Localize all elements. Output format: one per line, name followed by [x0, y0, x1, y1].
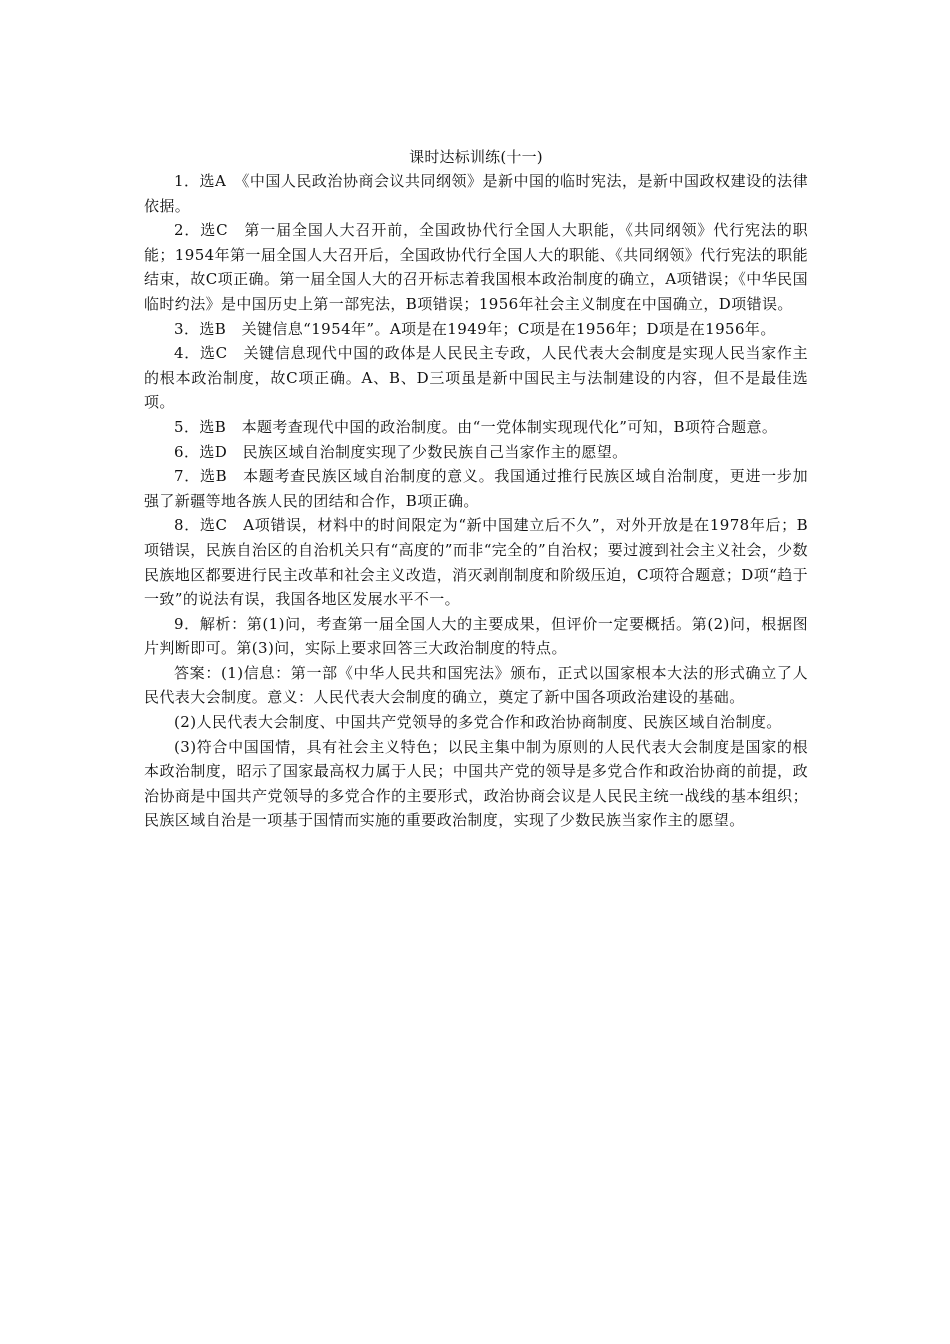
answer-4: 4．选C 关键信息现代中国的政体是人民民主专政，人民代表大会制度是实现人民当家作主的根本政治制度，故C项正确。A、B、D三项虽是新中国民主与法制建设的内容，但不是最佳选项。 [144, 344, 808, 412]
document-title: 课时达标训练(十一) [409, 148, 543, 166]
answer-1: 1．选A 《中国人民政治协商会议共同纲领》是新中国的临时宪法，是新中国政权建设的法律依据。 [144, 172, 808, 215]
answer-9-analysis: 9．解析：第(1)问，考查第一届全国人大的主要成果，但评价一定要概括。第(2)问，根据图片判断即可。第(3)问，实际上要求回答三大政治制度的特点。 [144, 614, 808, 658]
answer-8: 8．选C A项错误，材料中的时间限定为“新中国建立后不久”，对外开放是在1978年后；B项错误，民族自治区的自治机关只有“高度的”而非“完全的”自治权；要过渡到社会主义社会，少数民族地区都要进行民主改革和社会主义改造，消灭剥削制度和阶级压迫，C项符合题意；D项“趋于一致”的说法有误，我国各地区发展水平不一。 [144, 516, 808, 609]
document-page [144, 146, 808, 833]
answer-9-part-3: (3)符合中国国情，具有社会主义特色；以民主集中制为原则的人民代表大会制度是国家的根本政治制度，昭示了国家最高权力属于人民；中国共产党的领导是多党合作和政治协商的前提，政治协商是中国共产党领导的多党合作的主要形式，政治协商会议是人民民主统一战线的基本组织；民族区域自治是一项基于国情而实施的重要政治制度，实现了少数民族当家作主的愿望。 [144, 737, 808, 830]
answer-3: 3．选B 关键信息“1954年”。A项是在1949年；C项是在1956年；D项是在1956年。 [174, 319, 776, 338]
answer-9-part-1: 答案：(1)信息：第一部《中华人民共和国宪法》颁布，正式以国家根本大法的形式确立了人民代表大会制度。意义：人民代表大会制度的确立，奠定了新中国各项政治建设的基础。 [144, 663, 808, 707]
answer-2: 2．选C 第一届全国人大召开前，全国政协代行全国人大职能，《共同纲领》代行宪法的职能；1954年第一届全国人大召开后，全国政协代行全国人大的职能、《共同纲领》代行宪法的职能结束，故C项正确。第一届全国人大的召开标志着我国根本政治制度的确立，A项错误；《中华民国临时约法》是中国历史上第一部宪法，B项错误；1956年社会主义制度在中国确立，D项错误。 [144, 221, 808, 313]
answer-7: 7．选B 本题考查民族区域自治制度的意义。我国通过推行民族区域自治制度，更进一步加强了新疆等地各族人民的团结和合作，B项正确。 [144, 467, 808, 510]
answer-5: 5．选B 本题考查现代中国的政治制度。由“一党体制实现现代化”可知，B项符合题意。 [174, 417, 778, 436]
answer-6: 6．选D 民族区域自治制度实现了少数民族自己当家作主的愿望。 [174, 442, 628, 461]
answer-9-part-2: (2)人民代表大会制度、中国共产党领导的多党合作和政治协商制度、民族区域自治制度。 [174, 713, 782, 732]
